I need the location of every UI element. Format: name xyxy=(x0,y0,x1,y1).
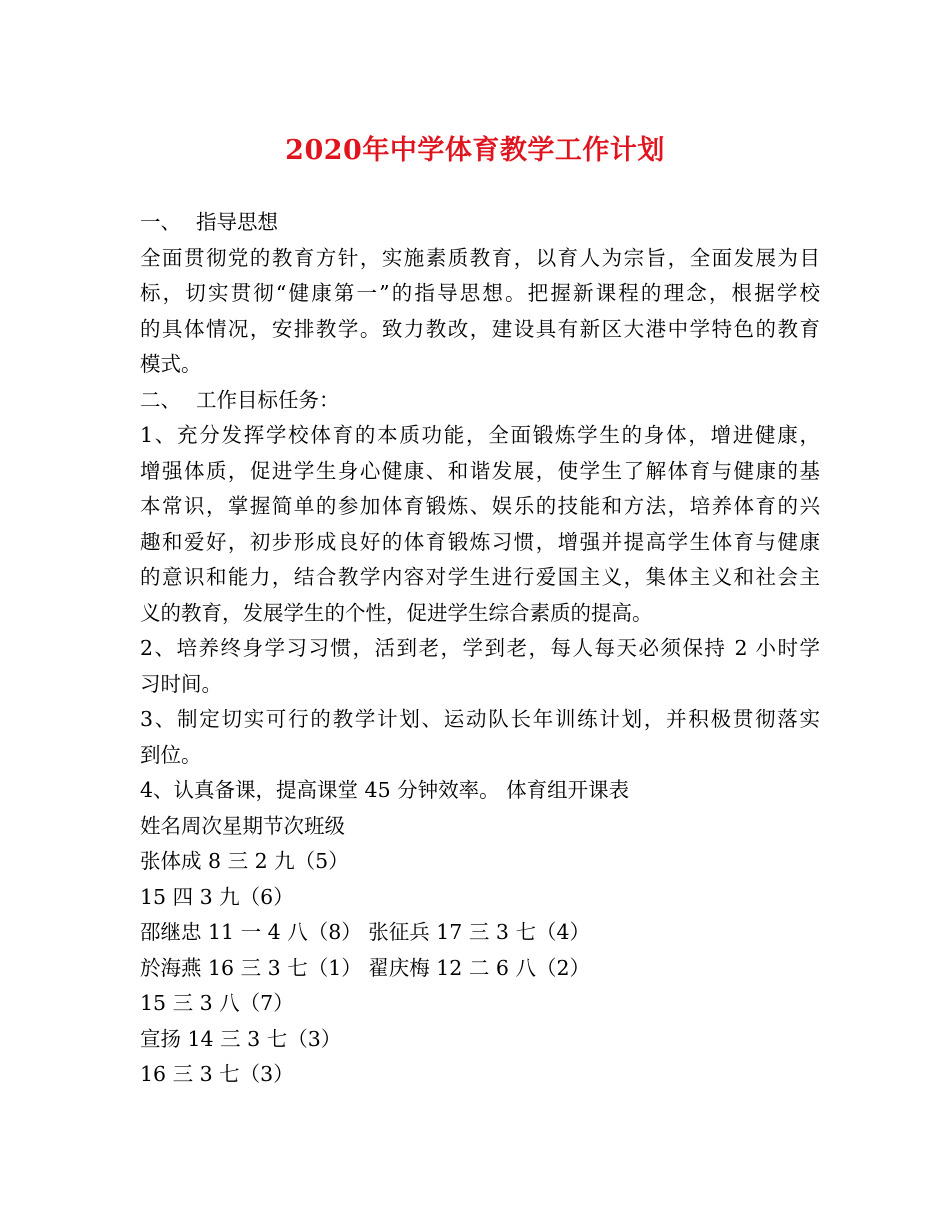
paragraph-line: 模式。 xyxy=(140,352,202,376)
schedule-line: 张体成 8 三 2 九（5） xyxy=(140,849,349,873)
section-number: 二、 xyxy=(140,387,181,412)
paragraph-line: 全面贯彻党的教育方针，实施素质教育，以育人为宗旨，全面发展为目 xyxy=(140,245,820,270)
paragraph-line: 4、认真备课，提高课堂 45 分钟效率。 体育组开课表 xyxy=(140,778,630,802)
paragraph-line: 义的教育，发展学生的个性，促进学生综合素质的提高。 xyxy=(140,600,653,625)
paragraph-line: 3、制定切实可行的教学计划、运动队长年训练计划，并积极贯彻落实 xyxy=(140,707,820,731)
schedule-line: 邵继忠 11 一 4 八（8） 张征兵 17 三 3 七（4） xyxy=(140,920,590,944)
section-number: 一、 xyxy=(140,210,181,234)
paragraph-line: 2、培养终身学习习惯，活到老，学到老，每人每天必须保持 2 小时学 xyxy=(140,636,820,660)
paragraph-line: 趣和爱好，初步形成良好的体育锻炼习惯，增强并提高学生体育与健康 xyxy=(140,529,820,554)
section-heading-guiding-ideology xyxy=(140,205,820,241)
schedule-line: 於海燕 16 三 3 七（1） 翟庆梅 12 二 6 八（2） xyxy=(140,955,590,980)
schedule-line: 15 四 3 九（6） xyxy=(140,884,294,909)
paragraph-line: 习时间。 xyxy=(140,671,222,696)
schedule-line: 15 三 3 八（7） xyxy=(140,991,294,1015)
section-heading-text: 工作目标任务： xyxy=(196,387,340,412)
paragraph-line: 标，切实贯彻“健康第一”的指导思想。把握新课程的理念，根据学校 xyxy=(140,281,820,305)
schedule-line: 宣扬 14 三 3 七（3） xyxy=(140,1026,342,1051)
schedule-header: 姓名周次星期节次班级 xyxy=(140,813,345,838)
document-title: 2020年中学体育教学工作计划 xyxy=(285,135,665,166)
paragraph-line: 到位。 xyxy=(140,742,202,767)
paragraph-line: 本常识，掌握简单的参加体育锻炼、娱乐的技能和方法，培养体育的兴 xyxy=(140,494,820,518)
paragraph-line: 的意识和能力，结合教学内容对学生进行爱国主义，集体主义和社会主 xyxy=(140,565,820,589)
paragraph-line: 的具体情况，安排教学。致力教改，建设具有新区大港中学特色的教育 xyxy=(140,316,820,341)
section-heading-goals xyxy=(140,383,820,419)
document-body xyxy=(140,205,820,1093)
schedule-line: 16 三 3 七（3） xyxy=(140,1062,294,1086)
section-heading-text: 指导思想 xyxy=(196,210,278,234)
paragraph-line: 增强体质，促进学生身心健康、和谐发展，使学生了解体育与健康的基 xyxy=(140,458,820,483)
paragraph-line: 1、充分发挥学校体育的本质功能，全面锻炼学生的身体，增进健康， xyxy=(140,423,820,447)
